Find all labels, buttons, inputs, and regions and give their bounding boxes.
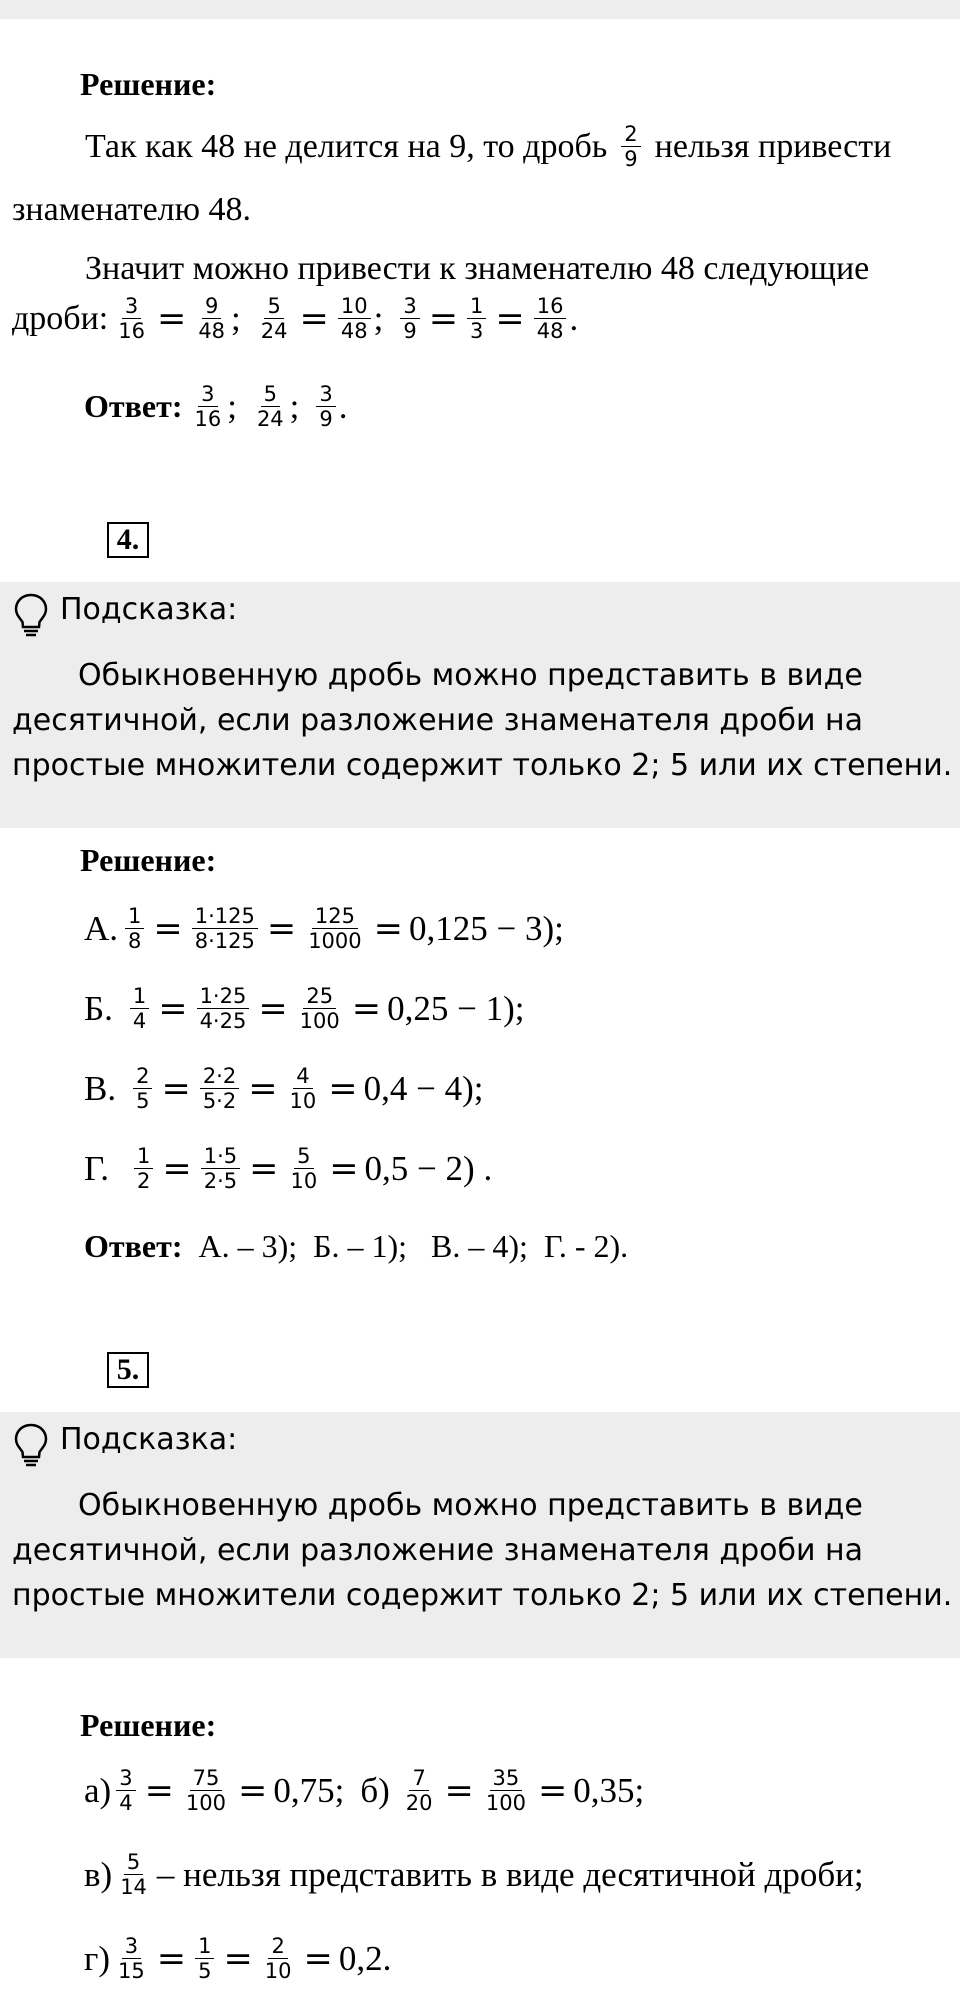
task3-paragraph1-line1 [85, 122, 891, 171]
task-number-box: 4. [107, 522, 149, 558]
row-result: 0,75; [273, 1770, 345, 1810]
row-result: 0,2. [338, 1938, 392, 1978]
fraction: $\frac{2\cdot 2}{5\cdot 2}$ [200, 1064, 239, 1113]
solution-heading: Решение: [80, 1707, 217, 1743]
row-result: 0,5 − 2) . [364, 1148, 493, 1188]
hint-box [0, 1412, 960, 1658]
fraction: $\frac{16}{48}$ [534, 294, 567, 343]
task3-paragraph1-line2: знаменателю 48. [12, 191, 252, 228]
task3-fraction-equalities: дроби: $\frac{3}{16}$ = $\frac{9}{48}$ ; $\frac{5}{24}$ = $\frac{10}{48}$ ; $\frac{3}{9}$ = $\frac{1}{3}$ = $\frac{16}{48}$ . [12, 294, 579, 344]
hint-text-line: десятичной, если разложение знаменателя дроби на [12, 703, 864, 738]
row-result: 0,25 − 1); [387, 988, 525, 1028]
fraction: $\frac{125}{1000}$ [308, 904, 362, 954]
solution-heading: Решение: [80, 66, 217, 102]
fraction: $\frac{2}{5}$ [133, 1064, 152, 1113]
hint-text-line: Обыкновенную дробь можно представить в виде [78, 658, 863, 693]
fraction: $\frac{3}{9}$ [316, 382, 335, 431]
row-label: А. [84, 908, 119, 948]
fraction: $\frac{5}{10}$ [290, 1144, 318, 1194]
fraction: $\frac{1\cdot 25}{4\cdot 25}$ [197, 984, 250, 1033]
fraction: $\frac{25}{100}$ [299, 984, 340, 1034]
hint-title: Подсказка: [60, 1422, 238, 1457]
row-result: 0,35; [573, 1770, 645, 1810]
hint-text-line: простые множители содержит только 2; 5 или их степени. [12, 1578, 953, 1613]
fraction: $\frac{3}{4}$ [116, 1766, 135, 1815]
fraction: $\frac{1}{3}$ [467, 294, 486, 343]
row-label: а) [84, 1770, 112, 1810]
fraction: $\frac{3}{16}$ [118, 294, 145, 344]
solution-row-ab: а) $\frac{3}{4}$ = $\frac{75}{100}$ = 0,75; б) $\frac{7}{20}$ = $\frac{35}{100}$ = 0,35; [84, 1766, 645, 1816]
solution-row-g: г) $\frac{3}{15}$ = $\frac{1}{5}$ = $\frac{2}{10}$ = 0,2. [84, 1934, 392, 1984]
row-label: в) [84, 1854, 113, 1894]
fraction: $\frac{3}{9}$ [400, 294, 419, 343]
row-result: 0,125 − 3); [408, 908, 564, 948]
fraction: $\frac{7}{20}$ [405, 1766, 433, 1816]
task4-answer [84, 1228, 628, 1265]
fraction: $\frac{1}{5}$ [195, 1934, 214, 1983]
fraction: $\frac{9}{48}$ [198, 294, 226, 344]
lightbulb-icon [12, 592, 50, 638]
task3-paragraph2-line1: Значит можно привести к знаменателю 48 следующие [85, 250, 870, 287]
solution-row-v [84, 1850, 864, 1899]
hint-text-line: простые множители содержит только 2; 5 или их степени. [12, 748, 953, 783]
task3-answer: Ответ: $\frac{3}{16}$ ; $\frac{5}{24}$ ; $\frac{3}{9}$ . [84, 382, 348, 432]
paragraph-text: нельзя привести [654, 127, 892, 165]
solution-row-g: Г. $\frac{1}{2}$ = $\frac{1\cdot 5}{2\cdot 5}$ = $\frac{5}{10}$ = 0,5 − 2) . [84, 1144, 493, 1194]
fraction: $\frac{10}{48}$ [338, 294, 371, 343]
answer-label: Ответ: [84, 388, 183, 425]
paragraph-text: дроби: [12, 299, 109, 337]
hint-text-line: Обыкновенную дробь можно представить в виде [78, 1488, 863, 1523]
fraction: $\frac{3}{16}$ [194, 382, 222, 432]
fraction: $\frac{75}{100}$ [185, 1766, 226, 1816]
hint-box [0, 582, 960, 828]
row-label: Г. [84, 1148, 110, 1188]
fraction: $\frac{1}{2}$ [134, 1144, 153, 1193]
row-label: г) [84, 1938, 111, 1978]
fraction: $\frac{1\cdot 5}{2\cdot 5}$ [201, 1144, 240, 1193]
hint-title: Подсказка: [60, 592, 238, 627]
row-label: В. [84, 1068, 117, 1108]
solution-row-v: В. $\frac{2}{5}$ = $\frac{2\cdot 2}{5\cdot 2}$ = $\frac{4}{10}$ = 0,4 − 4); [84, 1064, 484, 1114]
fraction: $\frac{35}{100}$ [485, 1766, 526, 1816]
top-divider-bar [0, 0, 960, 19]
fraction: $\frac{2}{9}$ [621, 122, 640, 171]
fraction: $\frac{3}{15}$ [118, 1934, 145, 1984]
fraction: $\frac{2}{10}$ [264, 1934, 292, 1984]
fraction: $\frac{5}{24}$ [256, 382, 284, 432]
fraction: $\frac{1\cdot 125}{8\cdot 125}$ [192, 904, 258, 953]
lightbulb-icon [12, 1422, 50, 1468]
fraction: $\frac{1}{8}$ [125, 904, 144, 953]
row-text: – нельзя представить в виде десятичной дроби; [156, 1854, 864, 1894]
fraction: $\frac{5}{24}$ [260, 294, 288, 344]
hint-text-line: десятичной, если разложение знаменателя дроби на [12, 1533, 864, 1568]
row-result: 0,4 − 4); [363, 1068, 484, 1108]
row-label: б) [360, 1770, 390, 1810]
answer-text: А. – 3); Б. – 1); В. – 4); Г. - 2). [198, 1228, 629, 1264]
paragraph-text: Так как 48 не делится на 9, то дробь [85, 127, 608, 165]
fraction: $\frac{5}{14}$ [120, 1850, 147, 1900]
solution-heading: Решение: [80, 842, 217, 878]
solution-row-b: Б. $\frac{1}{4}$ = $\frac{1\cdot 25}{4\cdot 25}$ = $\frac{25}{100}$ = 0,25 − 1); [84, 984, 525, 1034]
answer-label: Ответ: [84, 1228, 183, 1264]
fraction: $\frac{1}{4}$ [130, 984, 149, 1033]
task-number-box: 5. [107, 1352, 149, 1388]
fraction: $\frac{4}{10}$ [289, 1064, 317, 1114]
solution-row-a: А. $\frac{1}{8}$ = $\frac{1\cdot 125}{8\cdot 125}$ = $\frac{125}{1000}$ = 0,125 − 3); [84, 904, 564, 954]
row-label: Б. [84, 988, 113, 1028]
